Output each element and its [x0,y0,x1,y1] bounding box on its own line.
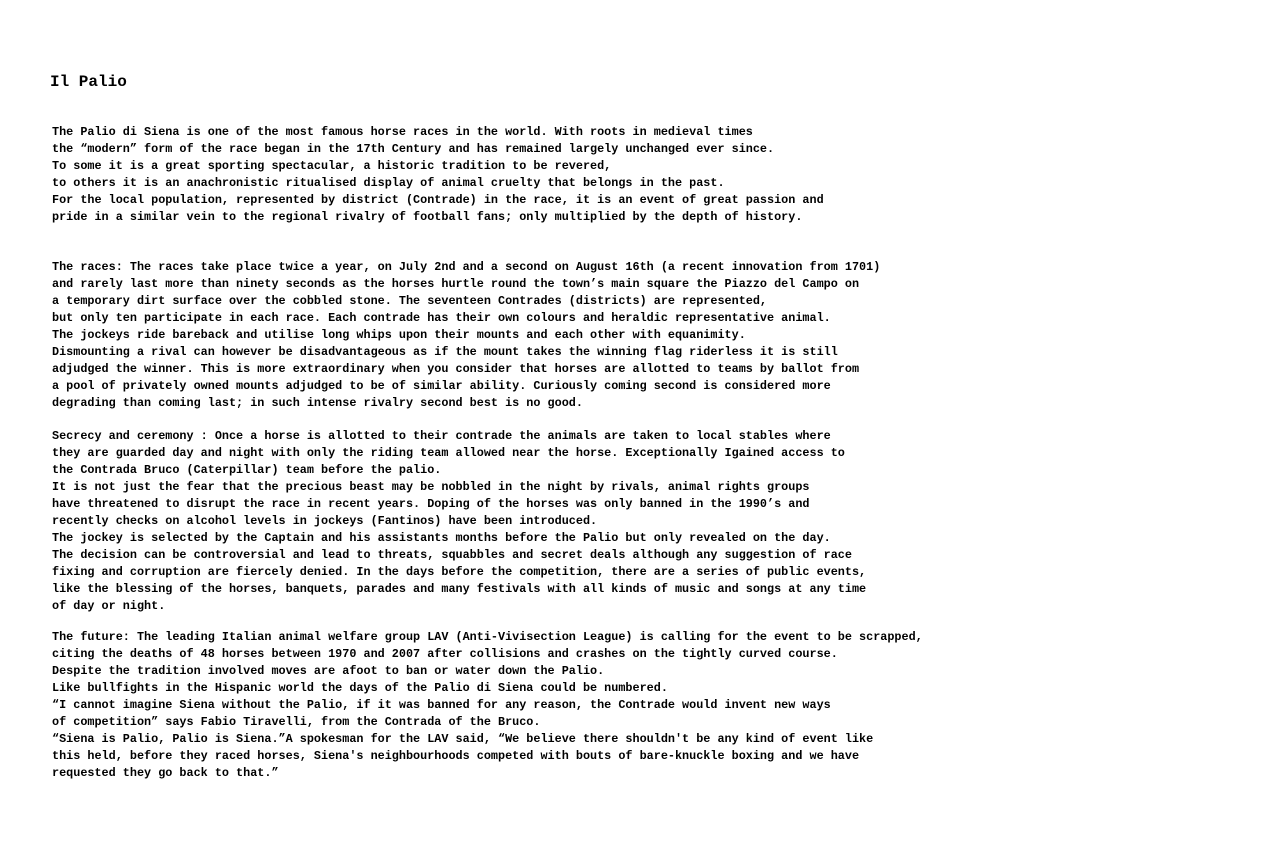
text-line: like the blessing of the horses, banquets, parades and many festivals with all kinds of music and songs at any time [52,581,867,596]
text-line: “I cannot imagine Siena without the Palio, if it was banned for any reason, the Contrade would invent new ways [52,697,831,712]
text-line: this held, before they raced horses, Siena's neighbourhoods competed with bouts of bare-knuckle boxing and we have [52,748,860,763]
paragraph-secrecy-and-ceremony [52,428,866,614]
paragraph-the-future [52,629,923,782]
text-line: but only ten participate in each race. Each contrade has their own colours and heraldic representative animal. [52,310,831,325]
text-line: and rarely last more than ninety seconds as the horses hurtle round the town’s main square the Piazzo del Campo on [52,276,860,291]
text-line: the Contrada Bruco (Caterpillar) team before the palio. [52,462,442,477]
text-line: have threatened to disrupt the race in recent years. Doping of the horses was only banned in the 1990’s and [52,496,810,511]
text-line: the “modern” form of the race began in the 17th Century and has remained largely unchanged ever since. [52,141,775,156]
text-line: The races: The races take place twice a year, on July 2nd and a second on August 16th (a recent innovation from 1701) [52,260,881,274]
text-line: The decision can be controversial and lead to threats, squabbles and secret deals although any suggestion of race [52,547,852,562]
text-line: It is not just the fear that the precious beast may be nobbled in the night by rivals, animal rights groups [52,479,810,494]
text-line: to others it is an anachronistic ritualised display of animal cruelty that belongs in the past. [52,175,725,190]
document-title: Il Palio [50,73,127,91]
text-line: For the local population, represented by district (Contrade) in the race, it is an event of great passion and [52,192,824,207]
text-line: The future: The leading Italian animal welfare group LAV (Anti-Vivisection League) is calling for the event to be scrapped, [52,630,923,644]
text-line: fixing and corruption are fiercely denied. In the days before the competition, there are a series of public events, [52,564,867,579]
text-line: a pool of privately owned mounts adjudged to be of similar ability. Curiously coming second is considered more [52,378,831,393]
text-line: a temporary dirt surface over the cobbled stone. The seventeen Contrades (districts) are represented, [52,293,768,308]
text-line: Like bullfights in the Hispanic world the days of the Palio di Siena could be numbered. [52,680,668,695]
text-line: “Siena is Palio, Palio is Siena.”A spokesman for the LAV said, “We believe there shouldn't be any kind of event like [52,731,874,746]
text-line: To some it is a great sporting spectacular, a historic tradition to be revered, [52,158,612,173]
text-line: they are guarded day and night with only the riding team allowed near the horse. Exceptionally Igained access to [52,445,845,460]
text-line: The Palio di Siena is one of the most famous horse races in the world. With roots in medieval times [52,125,753,139]
text-line: degrading than coming last; in such intense rivalry second best is no good. [52,395,583,410]
text-line: requested they go back to that.” [52,765,279,780]
text-line: of day or night. [52,598,166,613]
text-line: The jockeys ride bareback and utilise long whips upon their mounts and each other with equanimity. [52,327,746,342]
text-line: Dismounting a rival can however be disadvantageous as if the mount takes the winning flag riderless it is still [52,344,838,359]
text-line: Despite the tradition involved moves are afoot to ban or water down the Palio. [52,663,605,678]
paragraph-the-races [52,259,880,412]
text-line: adjudged the winner. This is more extraordinary when you consider that horses are allotted to teams by ballot from [52,361,860,376]
text-line: of competition” says Fabio Tiravelli, from the Contrada of the Bruco. [52,714,541,729]
text-line: pride in a similar vein to the regional rivalry of football fans; only multiplied by the depth of history. [52,209,803,224]
text-line: Secrecy and ceremony : Once a horse is allotted to their contrade the animals are taken to local stables where [52,429,831,443]
text-line: recently checks on alcohol levels in jockeys (Fantinos) have been introduced. [52,513,598,528]
text-line: The jockey is selected by the Captain and his assistants months before the Palio but only revealed on the day. [52,530,831,545]
text-line: citing the deaths of 48 horses between 1970 and 2007 after collisions and crashes on the tightly curved course. [52,646,838,661]
paragraph-introduction [52,124,824,226]
